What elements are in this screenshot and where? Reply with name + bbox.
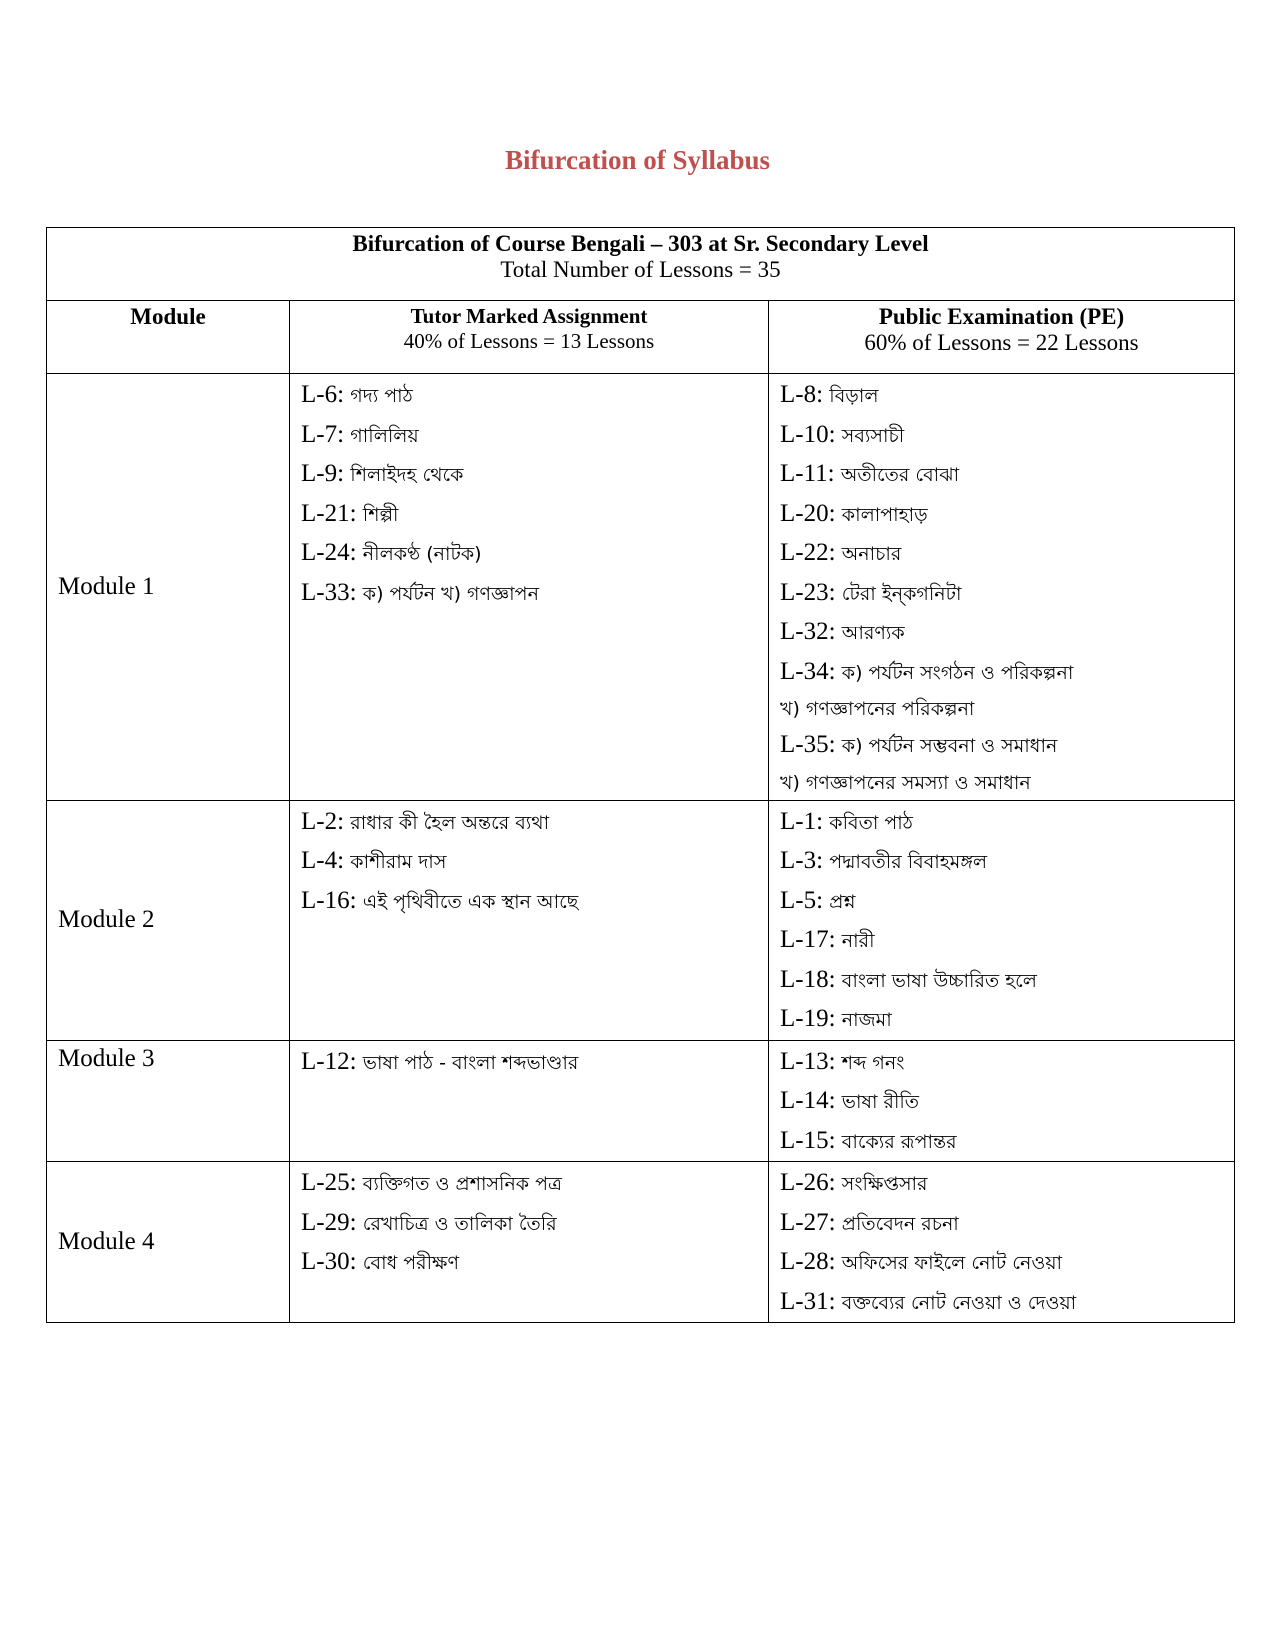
lesson-item (301, 842, 768, 882)
lesson-title: অনাচার (841, 543, 902, 565)
lesson-title: অফিসের ফাইলে নোট নেওয়া (841, 1252, 1063, 1274)
lesson-item (780, 653, 1234, 693)
header-module (47, 301, 290, 374)
lesson-item (301, 1243, 768, 1283)
lesson-code: L-15: (780, 1126, 836, 1154)
header-tma (290, 301, 769, 374)
lesson-item (301, 1204, 768, 1244)
lesson-code: L-16: (301, 886, 357, 914)
lesson-title: ভাষা পাঠ - বাংলা শব্দভাণ্ডার (362, 1051, 579, 1074)
lesson-item (780, 1204, 1234, 1244)
lesson-code: L-32: (780, 618, 836, 645)
lesson-item (780, 495, 1234, 535)
lesson-item (780, 1082, 1234, 1122)
header-pe-title: Public Examination (PE) (878, 304, 1125, 329)
lesson-item (780, 961, 1234, 1001)
lesson-title: ক) পর্যটন খ) গণজ্ঞাপন (362, 582, 539, 605)
lesson-item (780, 1164, 1234, 1204)
lesson-title: বিড়াল (829, 385, 879, 407)
lesson-title: সব্যসাচী (841, 424, 905, 447)
lesson-title: সংক্ষিপ্তসার (841, 1173, 928, 1195)
lesson-title-continuation: খ) গণজ্ঞাপনের সমস্যা ও সমাধান (780, 771, 1031, 794)
lesson-item (301, 882, 768, 922)
module-name: Module 2 (47, 800, 290, 1040)
lesson-item (780, 1243, 1234, 1283)
lesson-title: রাধার কী হৈল অন্তরে ব্যথা (350, 811, 550, 834)
lesson-code: L-30: (301, 1248, 357, 1275)
lesson-title: শিলাইদহ থেকে (350, 464, 464, 486)
lesson-title: গদ্য পাঠ (350, 385, 413, 407)
lesson-code: L-34: (780, 657, 836, 685)
lesson-title: কাশীরাম দাস (350, 851, 447, 873)
table-caption (47, 228, 1235, 301)
lesson-title: টেরা ইন্‌কগনিটা (841, 582, 962, 605)
header-pe-subtitle: 60% of Lessons = 22 Lessons (864, 330, 1139, 355)
lesson-item (780, 574, 1234, 614)
lesson-code: L-20: (780, 499, 836, 527)
lesson-code: L-24: (301, 539, 357, 566)
lesson-title: ব্যক্তিগত ও প্রশাসনিক পত্র (362, 1173, 562, 1195)
lesson-title: প্রশ্ন (829, 890, 856, 913)
lesson-item (780, 842, 1234, 882)
lesson-item (301, 534, 768, 574)
lesson-title: এই পৃথিবীতে এক স্থান আছে (362, 890, 579, 913)
tma-lessons (290, 374, 769, 801)
module-row (47, 800, 1235, 1040)
module-row (47, 1040, 1235, 1162)
lesson-code: L-5: (780, 886, 824, 914)
lesson-code: L-19: (780, 1005, 836, 1032)
lesson-code: L-3: (780, 847, 824, 874)
lesson-title: নীলকণ্ঠ (নাটক) (362, 543, 482, 565)
lesson-item (301, 416, 768, 456)
lesson-code: L-29: (301, 1208, 357, 1236)
lesson-item (780, 1000, 1234, 1040)
lesson-title: বোধ পরীক্ষণ (362, 1252, 459, 1274)
lesson-code: L-4: (301, 847, 345, 874)
lesson-code: L-28: (780, 1248, 836, 1275)
lesson-item (301, 376, 768, 416)
lesson-title: গালিলিয় (350, 424, 419, 447)
total-lessons: Total Number of Lessons = 35 (500, 257, 781, 282)
page-title: Bifurcation of Syllabus (504, 145, 771, 175)
pe-lessons (769, 374, 1235, 801)
lesson-item (780, 1283, 1234, 1323)
lesson-code: L-1: (780, 807, 824, 835)
course-title: Bifurcation of Course Bengali – 303 at Sr. Secondary Level (352, 231, 929, 256)
lesson-title: প্রতিবেদন রচনা (841, 1212, 959, 1235)
tma-lessons (290, 800, 769, 1040)
lesson-code: L-6: (301, 381, 345, 408)
lesson-item (780, 534, 1234, 574)
pe-lessons (769, 1162, 1235, 1323)
lesson-code: L-31: (780, 1287, 836, 1315)
lesson-item (780, 882, 1234, 922)
lesson-code: L-9: (301, 460, 345, 487)
lesson-code: L-22: (780, 539, 836, 566)
lesson-title: বাক্যের রূপান্তর (841, 1130, 957, 1153)
lesson-code: L-10: (780, 420, 836, 448)
header-pe (769, 301, 1235, 374)
header-tma-title: Tutor Marked Assignment (410, 304, 648, 328)
lesson-item (301, 803, 768, 843)
lesson-title: ভাষা রীতি (841, 1091, 920, 1113)
lesson-item (780, 613, 1234, 653)
lesson-title: বাংলা ভাষা উচ্চারিত হলে (841, 969, 1037, 992)
lesson-code: L-8: (780, 381, 824, 408)
lesson-item (301, 1164, 768, 1204)
lesson-code: L-33: (301, 578, 357, 606)
lesson-title: নারী (841, 930, 875, 952)
lesson-code: L-26: (780, 1169, 836, 1196)
table-header-row (47, 301, 1235, 374)
lesson-item (780, 376, 1234, 416)
lesson-title: ক) পর্যটন সম্ভবনা ও সমাধান (841, 735, 1058, 757)
tma-lessons (290, 1040, 769, 1162)
module-name: Module 4 (47, 1162, 290, 1323)
syllabus-table (46, 227, 1235, 1323)
lesson-code: L-7: (301, 420, 345, 448)
lesson-code: L-12: (301, 1047, 357, 1075)
module-name: Module 3 (47, 1040, 290, 1162)
lesson-item (301, 495, 768, 535)
lesson-code: L-35: (780, 731, 836, 758)
tma-lessons (290, 1162, 769, 1323)
table-caption-row (47, 228, 1235, 301)
lesson-item (780, 416, 1234, 456)
pe-lessons (769, 1040, 1235, 1162)
lesson-item (780, 1043, 1234, 1083)
lesson-code: L-17: (780, 926, 836, 953)
lesson-title: ক) পর্যটন সংগঠন ও পরিকল্পনা (841, 661, 1074, 684)
lesson-code: L-21: (301, 499, 357, 527)
lesson-title: কবিতা পাঠ (829, 811, 913, 834)
lesson-title: পদ্মাবতীর বিবাহমঙ্গল (829, 851, 988, 873)
lesson-item (301, 574, 768, 614)
lesson-title: আরণ্যক (841, 622, 905, 644)
lesson-title: শব্দ গনং (841, 1051, 905, 1074)
module-name: Module 1 (47, 374, 290, 801)
lesson-code: L-13: (780, 1047, 836, 1075)
lesson-item (780, 1122, 1234, 1162)
lesson-title-continuation: খ) গণজ্ঞাপনের পরিকল্পনা (780, 698, 975, 720)
lesson-item (301, 1043, 768, 1083)
lesson-title: বক্তব্যের নোট নেওয়া ও দেওয়া (841, 1291, 1077, 1314)
lesson-code: L-11: (780, 460, 835, 487)
lesson-item (780, 921, 1234, 961)
lesson-title: রেখাচিত্র ও তালিকা তৈরি (362, 1212, 557, 1235)
lesson-title: নাজমা (841, 1009, 892, 1031)
lesson-code: L-25: (301, 1169, 357, 1196)
lesson-code: L-27: (780, 1208, 836, 1236)
module-row (47, 374, 1235, 801)
header-module-label: Module (130, 304, 206, 329)
lesson-code: L-14: (780, 1087, 836, 1114)
lesson-code: L-2: (301, 807, 345, 835)
lesson-title: কালাপাহাড় (841, 503, 928, 526)
pe-lessons (769, 800, 1235, 1040)
lesson-title: অতীতের বোঝা (840, 464, 960, 486)
module-row (47, 1162, 1235, 1323)
lesson-title: শিল্পী (362, 503, 399, 526)
lesson-item (301, 455, 768, 495)
lesson-item (780, 726, 1234, 766)
lesson-item (780, 803, 1234, 843)
lesson-code: L-23: (780, 578, 836, 606)
lesson-code: L-18: (780, 965, 836, 993)
lesson-item (780, 455, 1234, 495)
header-tma-subtitle: 40% of Lessons = 13 Lessons (403, 329, 655, 353)
